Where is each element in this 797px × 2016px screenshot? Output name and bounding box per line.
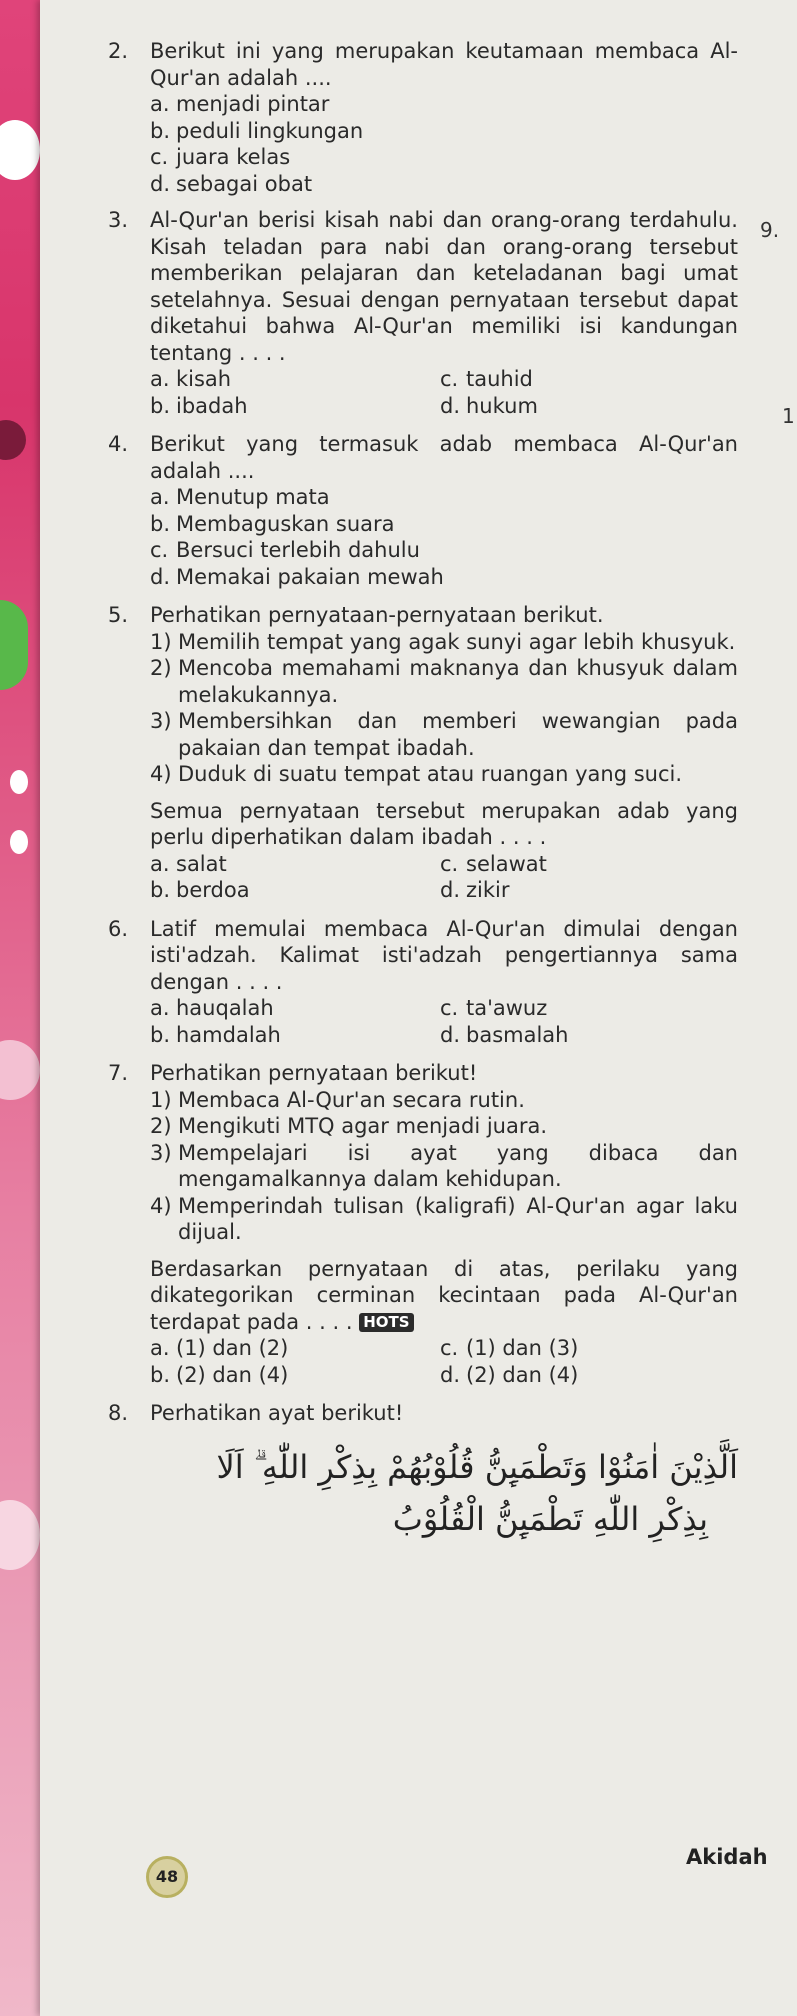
decorative-dot [10,770,28,794]
page-number: 48 [146,1856,188,1898]
statement-text: Memilih tempat yang agak sunyi agar lebih khusyuk. [178,629,736,654]
side-mark: 9. [760,218,780,242]
followup-text: Berdasarkan pernyataan di atas, perilaku yang dikategorikan cerminan kecintaan pada Al-Qur'an terdapat pada . . . . [150,1256,738,1334]
question-list [108,38,738,1545]
option-letter: d. [150,171,171,196]
option-text: berdoa [176,878,250,902]
option[interactable] [440,1335,710,1362]
statement-item [150,655,738,708]
option[interactable] [440,1362,710,1389]
question-stem: Perhatikan pernyataan berikut! [150,1061,478,1085]
question-2 [108,38,738,197]
option-text: hauqalah [176,996,274,1020]
option-letter: a. [150,485,170,509]
option[interactable] [150,851,440,878]
arabic-verse-line: اَلَّذِيْنَ اٰمَنُوْا وَتَطْمَىِٕنُّ قُلُوْبُهُمْ بِذِكْرِ اللّٰهِ ۗ اَلَا [216,1447,738,1486]
option-letter: a. [150,851,170,876]
section-label: Akidah [686,1845,768,1869]
question-number: 2. [108,39,129,63]
option-text: ibadah [176,393,248,418]
option-text: (1) dan (3) [466,1336,579,1360]
decorative-dot [0,1500,40,1570]
statement-item [150,629,738,656]
question-number: 3. [108,208,129,232]
option-text: peduli lingkungan [176,118,364,143]
option-letter: c. [440,996,459,1020]
question-number: 4. [108,432,129,456]
option-letter: a. [150,367,170,391]
option[interactable] [150,537,738,564]
question-4 [108,431,738,590]
option[interactable] [150,393,440,420]
option-text: (2) dan (4) [176,1362,289,1387]
option-text: (1) dan (2) [176,1336,289,1360]
question-stem: Berikut yang termasuk adab membaca Al-Qur'an adalah .... [150,432,738,483]
statement-number: 3) [150,709,172,733]
option[interactable] [440,877,710,904]
option[interactable] [150,1362,440,1389]
question-number: 6. [108,916,129,941]
statement-text: Memperindah tulisan (kaligrafi) Al-Qur'an agar laku dijual. [178,1193,738,1244]
statement-item [150,708,738,761]
option[interactable] [440,1022,710,1049]
question-stem: Perhatikan pernyataan-pernyataan berikut. [150,603,604,627]
option[interactable] [150,171,738,198]
question-number: 5. [108,603,129,627]
option-letter: b. [150,511,171,536]
option-text: menjadi pintar [176,92,330,116]
option-letter: a. [150,92,170,116]
option[interactable] [150,144,738,171]
decorative-dot [0,120,40,180]
statement-text: Membaca Al-Qur'an secara rutin. [178,1087,525,1112]
decorative-leaf [0,600,28,690]
question-stem: Al-Qur'an berisi kisah nabi dan orang-orang terdahulu. Kisah teladan para nabi dan orang-orang tersebut memberikan pelajaran dan keteladanan bagi umat setelahnya. Sesuai dengan pernyataan tersebut dapat diketahui bahwa Al-Qur'an memiliki isi kandungan tentang . . . . [150,208,738,365]
statement-number: 4) [150,762,172,786]
question-3 [108,207,738,419]
option-text: sebagai obat [176,171,313,196]
option[interactable] [150,118,738,145]
statement-text: Mempelajari isi ayat yang dibaca dan mengamalkannya dalam kehidupan. [178,1140,738,1191]
decorative-dot [10,830,28,854]
option-letter: a. [150,1336,170,1360]
option-text: ta'awuz [466,996,548,1020]
statement-number: 2) [150,1114,172,1138]
option-text: basmalah [466,1022,569,1047]
option[interactable] [150,366,440,393]
statement-text: Membersihkan dan memberi wewangian pada pakaian dan tempat ibadah. [178,709,738,760]
statement-item [150,1193,738,1246]
question-7 [108,1060,738,1388]
question-8 [108,1400,738,1545]
option-letter: b. [150,118,171,143]
option-letter: b. [150,1022,171,1047]
option[interactable] [150,1335,440,1362]
option-text: Bersuci terlebih dahulu [176,538,420,562]
option[interactable] [150,995,440,1022]
option-text: (2) dan (4) [466,1362,579,1387]
question-6 [108,916,738,1049]
option[interactable] [440,366,710,393]
statement-number: 4) [150,1193,172,1218]
option-text: zikir [466,878,510,902]
option-letter: c. [440,367,459,391]
statement-item [150,761,738,788]
statement-number: 1) [150,629,172,654]
option-text: selawat [466,851,547,876]
option-text: kisah [176,367,232,391]
option[interactable] [440,851,710,878]
option[interactable] [150,511,738,538]
option-letter: c. [440,851,459,876]
statement-item [150,1140,738,1193]
option-letter: b. [150,878,171,902]
option-text: hamdalah [176,1022,281,1047]
option-letter: c. [150,538,169,562]
statement-item [150,1087,738,1114]
option[interactable] [440,393,710,420]
statement-number: 2) [150,656,172,680]
option-text: Membaguskan suara [176,511,395,536]
option-letter: b. [150,1362,171,1387]
option-text: Menutup mata [176,485,330,509]
statement-item [150,1113,738,1140]
question-number: 7. [108,1061,129,1085]
option-letter: d. [440,1362,461,1387]
question-stem: Berikut ini yang merupakan keutamaan membaca Al-Qur'an adalah .... [150,39,738,90]
statement-text: Mengikuti MTQ agar menjadi juara. [178,1114,548,1138]
arabic-verse-line: بِذِكْرِ اللّٰهِ تَطْمَىِٕنُّ الْقُلُوْبُ [392,1499,708,1538]
question-number: 8. [108,1401,129,1425]
question-followup [150,1256,738,1336]
option[interactable] [150,1022,440,1049]
statement-number: 3) [150,1140,172,1165]
option-text: hukum [466,393,538,418]
statement-text: Duduk di suatu tempat atau ruangan yang suci. [178,762,683,786]
hots-badge: HOTS [359,1313,413,1332]
option-letter: b. [150,393,171,418]
side-mark: 1 [782,404,795,428]
question-stem: Perhatikan ayat berikut! [150,1401,404,1425]
option-letter: d. [440,878,461,902]
option-letter: d. [150,564,171,589]
option-letter: a. [150,996,170,1020]
question-5 [108,602,738,904]
option-text: salat [176,851,227,876]
question-followup: Semua pernyataan tersebut merupakan adab yang perlu diperhatikan dalam ibadah . . . . [150,798,738,849]
option-text: juara kelas [176,145,291,169]
decorative-dot [0,420,26,460]
option[interactable] [150,91,738,118]
option[interactable] [440,995,710,1022]
option-letter: c. [440,1336,459,1360]
option[interactable] [150,484,738,511]
option-text: tauhid [466,367,533,391]
option-letter: d. [440,1022,461,1047]
statement-number: 1) [150,1087,172,1112]
decorative-dot [0,1040,40,1100]
option-letter: d. [440,393,461,418]
option-text: Memakai pakaian mewah [176,564,444,589]
statement-text: Mencoba memahami maknanya dan khusyuk dalam melakukannya. [178,656,738,707]
option-letter: c. [150,145,169,169]
question-stem: Latif memulai membaca Al-Qur'an dimulai dengan isti'adzah. Kalimat isti'adzah pengertiannya sama dengan . . . . [150,916,738,994]
option[interactable] [150,877,440,904]
option[interactable] [150,564,738,591]
